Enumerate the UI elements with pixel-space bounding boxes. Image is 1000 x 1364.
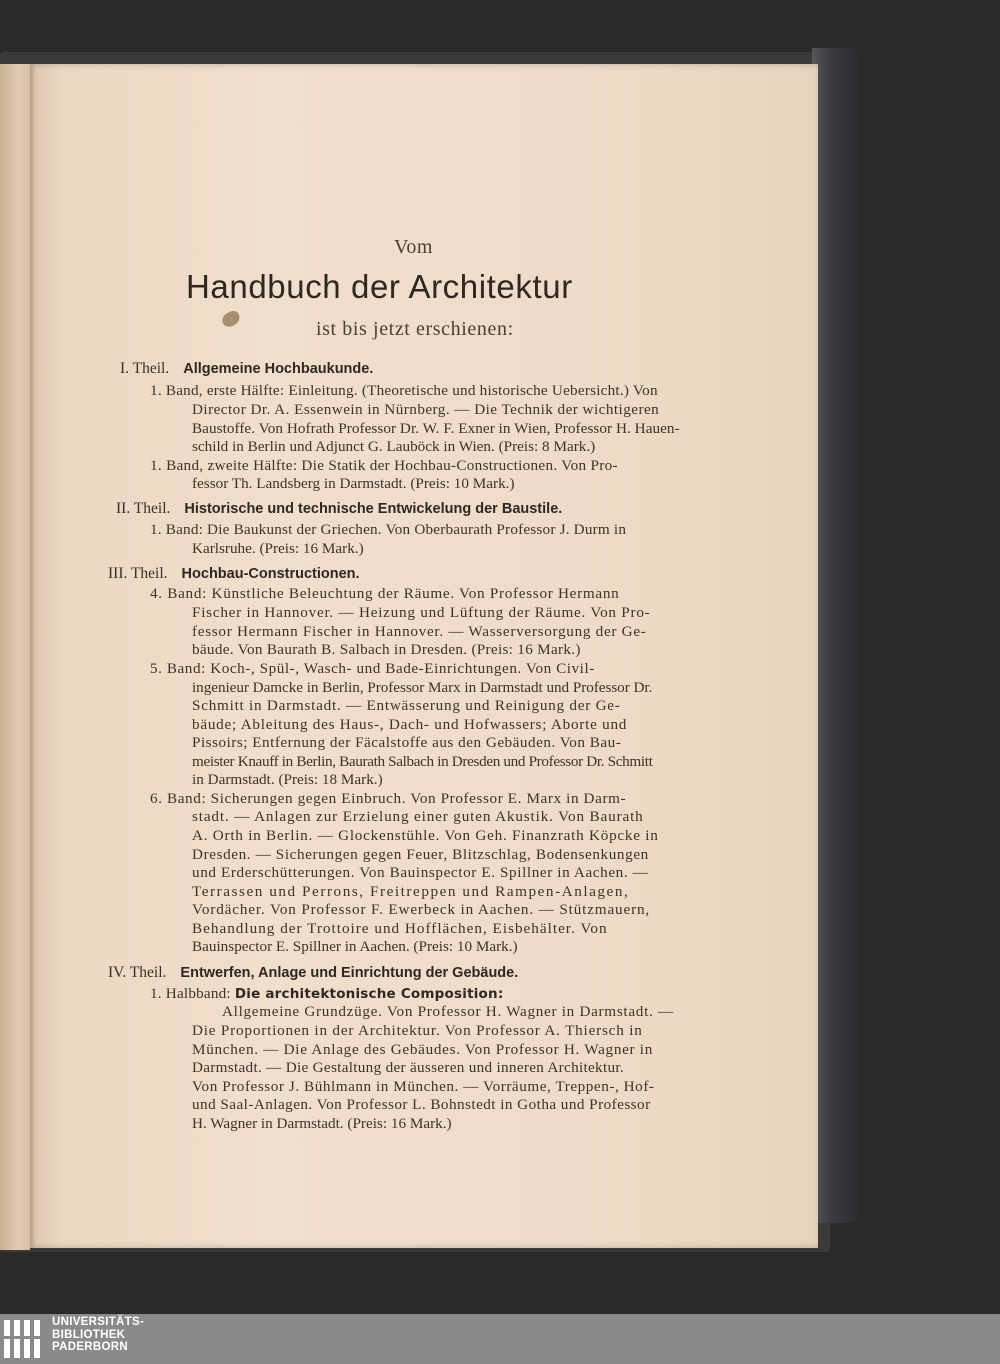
text-line: Allgemeine Grundzüge. Von Professor H. Wagner in Darmstadt. — [222,1003,674,1020]
text-line: fessor Th. Landsberg in Darmstadt. (Preis: 10 Mark.) [192,475,515,492]
text-line: Behandlung der Trottoire und Hofflächen, Eisbehälter. Von [192,920,608,937]
text-line: 1. Band, erste Hälfte: Einleitung. (Theoretische und historische Uebersicht.) Von [150,382,658,399]
text-line: Die Proportionen in der Architektur. Von Professor A. Thiersch in [192,1022,643,1039]
text-line: Bauinspector E. Spillner in Aachen. (Preis: 10 Mark.) [192,938,518,955]
halbband-line [150,985,503,1003]
text-line: Von Professor J. Bühlmann in München. — Vorräume, Treppen-, Hof- [192,1078,655,1095]
footer-bar [0,1314,1000,1364]
library-logo-text [52,1316,144,1354]
section-1-heading: Allgemeine Hochbaukunde. [183,361,374,377]
section-1-header [120,360,373,378]
text-line: Dresden. — Sicherungen gegen Feuer, Blitzschlag, Bodensenkungen [192,846,649,863]
text-line: und Erderschütterungen. Von Bauinspector E. Spillner in Aachen. — [192,864,649,881]
halbband-label: 1. Halbband: [150,985,231,1002]
text-line: Karlsruhe. (Preis: 16 Mark.) [192,540,364,557]
library-name-line-3: PADERBORN [52,1341,128,1353]
text-line: Pissoirs; Entfernung der Fäcalstoffe aus den Gebäuden. Von Bau- [192,734,622,751]
text-line: 4. Band: Künstliche Beleuchtung der Räume. Von Professor Hermann [150,585,620,602]
text-line: Darmstadt. — Die Gestaltung der äusseren und inneren Architektur. [192,1059,624,1076]
section-2-heading: Historische und technische Entwickelung der Baustile. [184,501,563,517]
section-3-label: III. Theil. [108,565,168,582]
section-4-heading: Entwerfen, Anlage und Einrichtung der Gebäude. [180,965,519,981]
book-spine [812,48,858,1223]
library-logo-icon [4,1318,44,1360]
text-line: in Darmstadt. (Preis: 18 Mark.) [192,771,383,788]
section-3-heading: Hochbau-Constructionen. [181,566,360,582]
text-line: bäude; Ableitung des Haus-, Dach- und Hofwassers; Aborte und [192,716,628,733]
text-line: und Saal-Anlagen. Von Professor L. Bohnstedt in Gotha und Professor [192,1096,651,1113]
text-line: Schmitt in Darmstadt. — Entwässerung und Reinigung der Ge- [192,697,621,714]
text-line: bäude. Von Baurath B. Salbach in Dresden. (Preis: 16 Mark.) [192,641,581,658]
library-name-line-2: BIBLIOTHEK [52,1328,126,1341]
text-line: schild in Berlin und Adjunct G. Lauböck in Wien. (Preis: 8 Mark.) [192,438,596,455]
text-line: 5. Band: Koch-, Spül-, Wasch- und Bade-Einrichtungen. Von Civil- [150,660,595,677]
text-line: meister Knauff in Berlin, Baurath Salbach in Dresden und Professor Dr. Schmitt [192,753,653,770]
text-line: 6. Band: Sicherungen gegen Einbruch. Von Professor E. Marx in Darm- [150,790,627,807]
page-subtitle: ist bis jetzt erschienen: [316,318,514,340]
text-line: 1. Band: Die Baukunst der Griechen. Von Oberbaurath Professor J. Durm in [150,521,627,538]
halbband-heading: Die architektonische Composition: [234,986,504,1002]
library-name-line-1: UNIVERSITÄTS- [52,1316,145,1328]
text-line: Fischer in Hannover. — Heizung und Lüftung der Räume. Von Pro- [192,604,651,621]
text-line: H. Wagner in Darmstadt. (Preis: 16 Mark.) [192,1115,452,1132]
section-4-header [108,964,518,982]
text-line: München. — Die Anlage des Gebäudes. Von Professor H. Wagner in [192,1041,654,1058]
section-4-label: IV. Theil. [108,964,167,981]
section-1-label: I. Theil. [120,360,170,377]
section-3-header [108,565,360,583]
text-line: ingenieur Damcke in Berlin, Professor Marx in Darmstadt und Professor Dr. [192,679,653,696]
text-line: fessor Hermann Fischer in Hannover. — Wasserversorgung der Ge- [192,623,647,640]
text-line: Baustoffe. Von Hofrath Professor Dr. W. F. Exner in Wien, Professor H. Hauen- [192,420,680,437]
text-line: 1. Band, zweite Hälfte: Die Statik der Hochbau-Constructionen. Von Pro- [150,457,618,474]
left-page-edge [0,64,30,1250]
header-vom: Vom [394,236,433,258]
section-2-header [116,500,562,518]
text-line: Terrassen und Perrons, Freitreppen und Rampen-Anlagen, [192,883,630,900]
text-line: Director Dr. A. Essenwein in Nürnberg. — Die Technik der wichtigeren [192,401,660,418]
page-title: Handbuch der Architektur [186,268,573,305]
text-line: Vordächer. Von Professor F. Ewerbeck in Aachen. — Stützmauern, [192,901,651,918]
text-line: A. Orth in Berlin. — Glockenstühle. Von Geh. Finanzrath Köpcke in [192,827,659,844]
section-2-label: II. Theil. [116,500,171,517]
text-line: stadt. — Anlagen zur Erzielung einer guten Akustik. Von Baurath [192,808,644,825]
